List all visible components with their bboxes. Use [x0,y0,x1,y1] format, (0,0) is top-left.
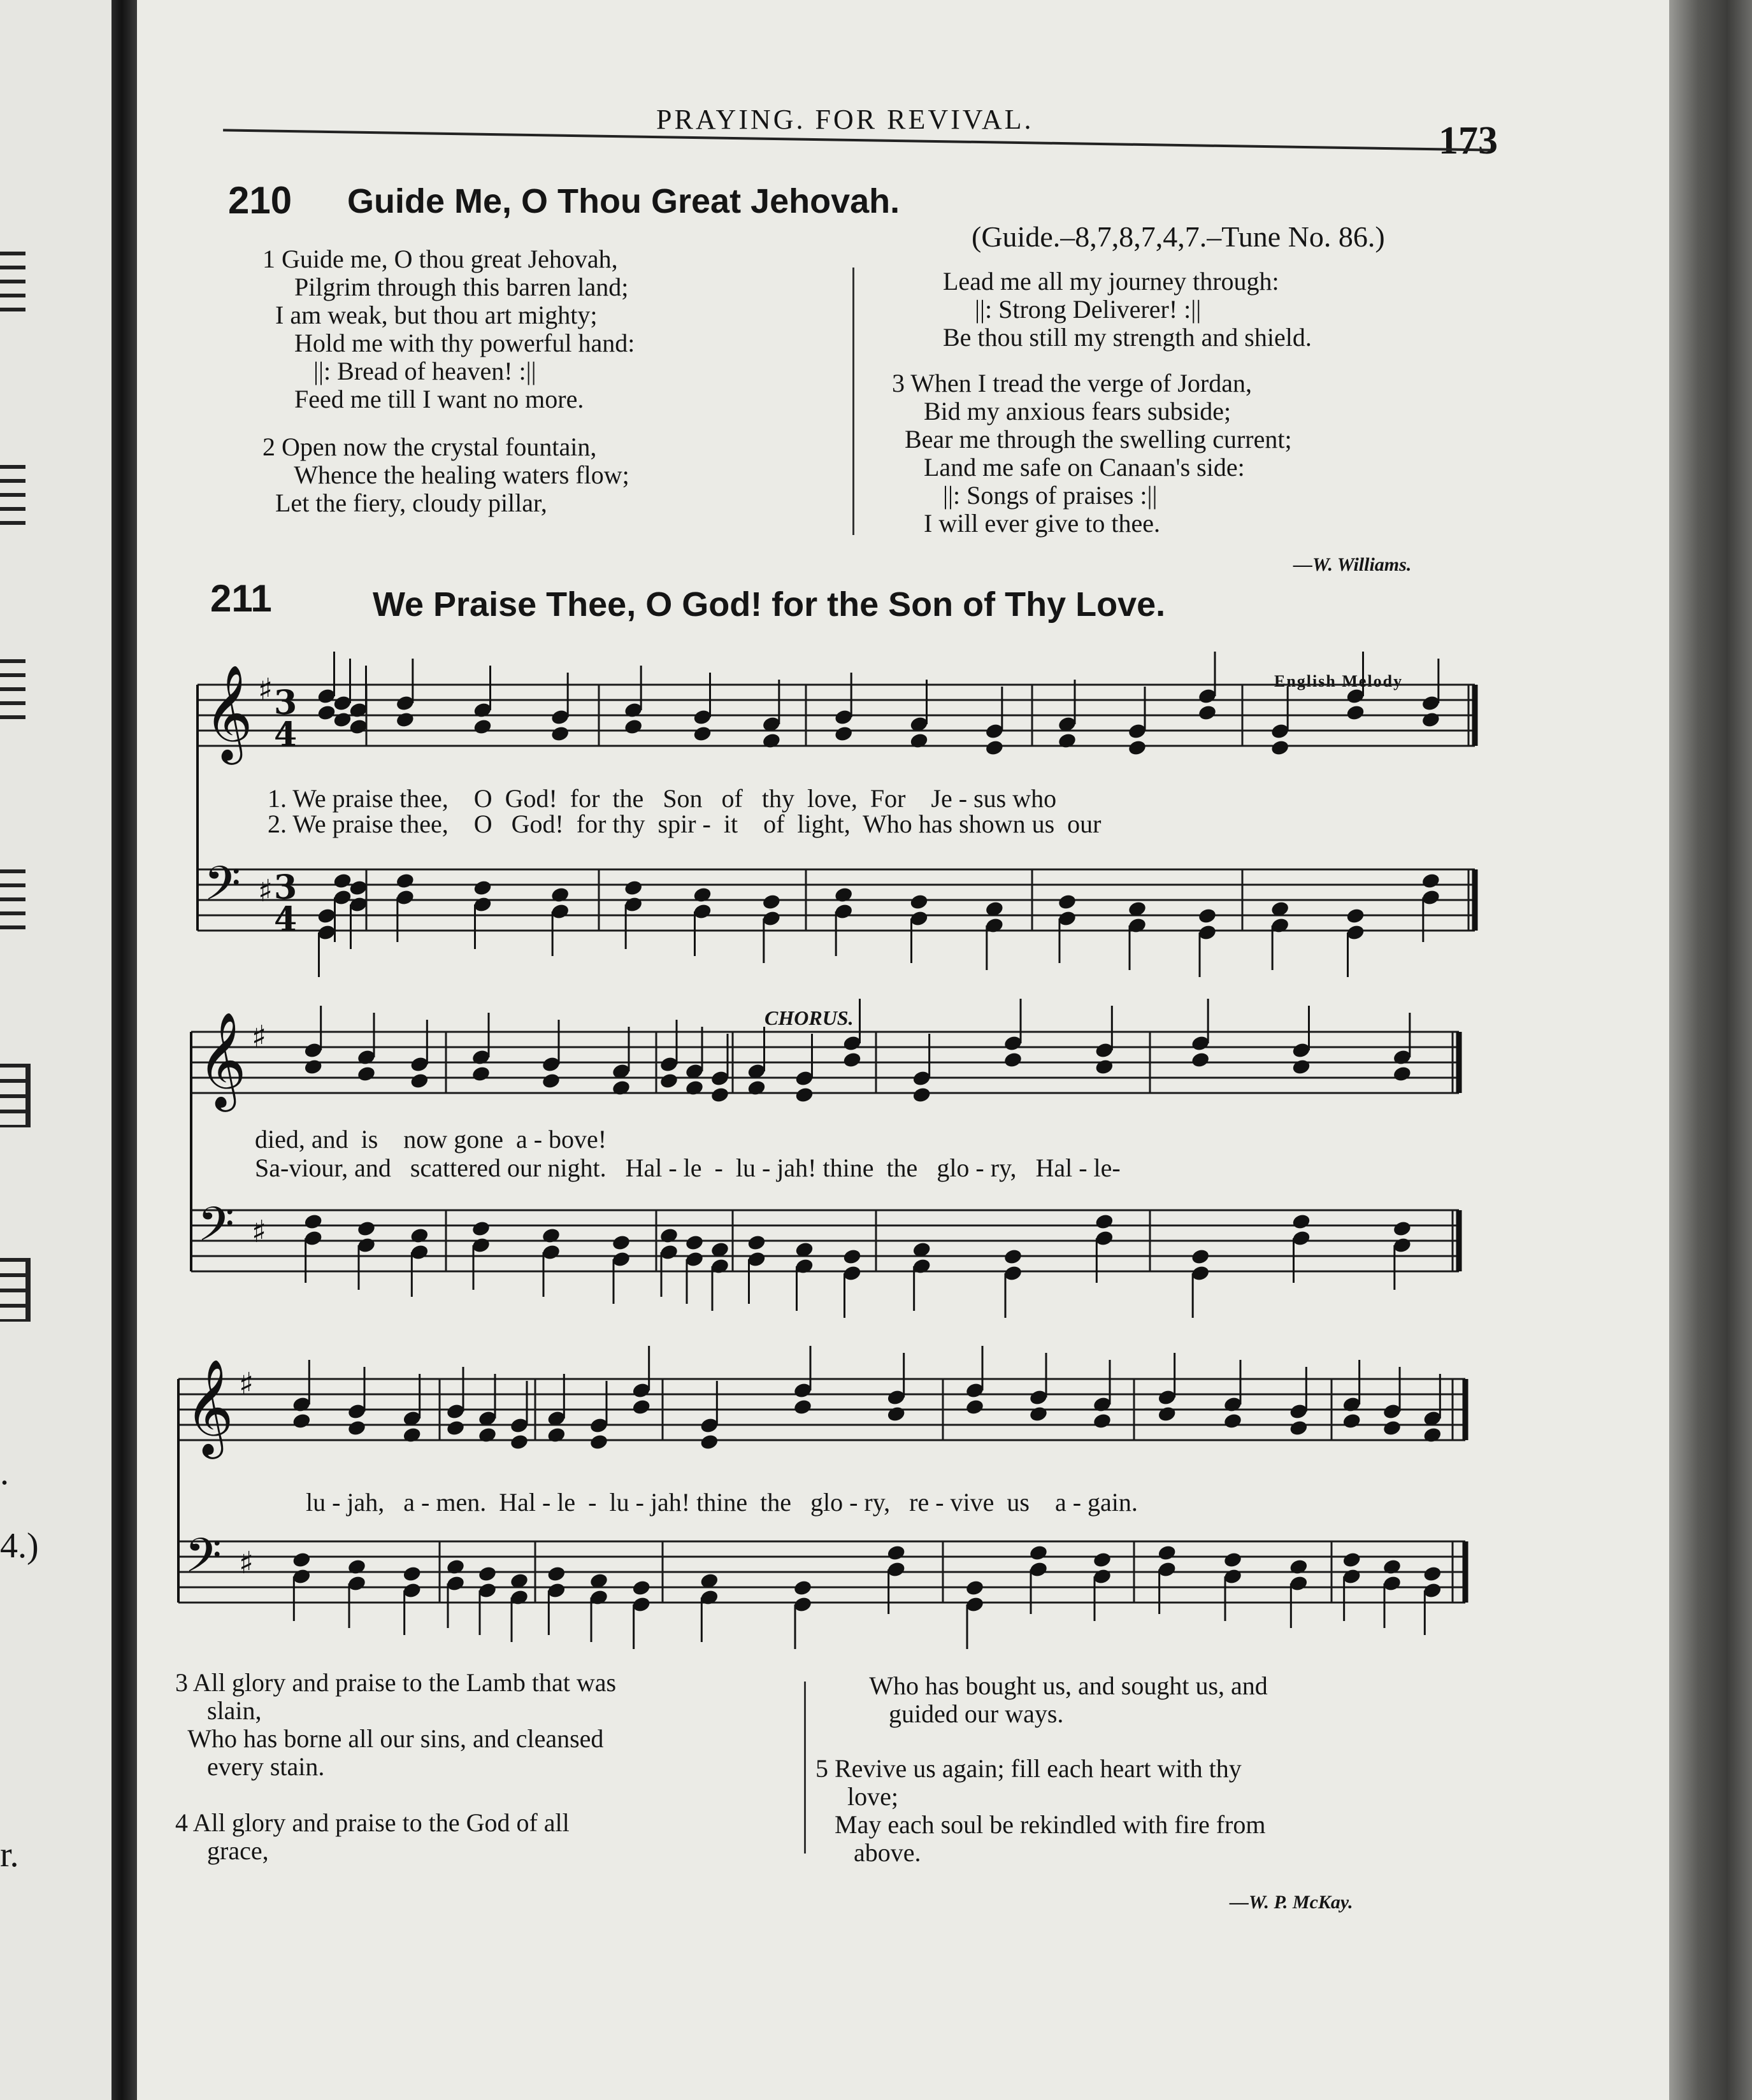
note-head [1392,1065,1412,1083]
note-head [473,718,492,736]
lyric-line: lu - jah, a - men. Hal - le - lu - jah! thine the glo - ry, re - vive us a - gain. [306,1488,1138,1517]
note-head [624,718,643,736]
note-head [1270,739,1290,757]
note-head [761,893,781,911]
time-signature: 4 [274,900,298,939]
note-head [347,1419,366,1437]
note-head [1003,1248,1023,1266]
note-head [1392,1220,1412,1238]
note-head [1346,704,1365,722]
note-head [1382,1419,1402,1437]
note-head [1095,1213,1114,1231]
hymn-211-stanza-5: 5 Revive us again; fill each heart with thy love; May each soul be rekindled with fire from above. [815,1754,1266,1867]
note-head [710,1086,729,1104]
note-head [1342,1551,1361,1569]
bass-clef: 𝄢 [204,856,241,923]
note-head [445,1558,465,1576]
note-head [1057,732,1077,750]
note-head [473,879,492,897]
note-head [292,1412,312,1430]
note-head [303,1213,323,1231]
note-head [509,1433,529,1451]
note-head [794,1086,814,1104]
note-head [333,711,352,729]
note-head [1342,1412,1361,1430]
note-head [402,1426,422,1444]
note-head [1291,1058,1311,1076]
note-head [1028,1405,1048,1423]
column-divider [804,1682,806,1854]
note-head [477,1565,497,1583]
note-head [348,879,368,897]
note-head [395,872,415,890]
hymn-210-author: —W. Williams. [1293,554,1412,575]
note-head [547,1565,566,1583]
note-head [693,886,712,904]
note-head [410,1072,429,1090]
note-head [1092,1412,1112,1430]
note-head [1346,907,1365,925]
lyric-line: 1. We praise thee, O God! for the Son of thy love, For Je - sus who [268,784,1057,813]
note-head [909,732,929,750]
hymn-210-stanza-2-cont: Lead me all my journey through: ||: Strong Deliverer! :|| Be thou still my strength and shield. [943,267,1312,352]
note-head [589,1433,608,1451]
note-head [1223,1412,1242,1430]
melody-credit: English Melody [1274,672,1404,690]
note-head [1028,1544,1048,1562]
note-head [410,1227,429,1245]
key-sharp: ♯ [239,1545,254,1581]
bass-clef: 𝄢 [197,1197,234,1264]
note-head [471,1065,491,1083]
note-head [1057,893,1077,911]
note-head [347,1558,366,1576]
treble-clef: 𝄞 [197,1011,247,1108]
lyric-line: Sa-viour, and scattered our night. Hal - le - lu - jah! thine the glo - ry, Hal - le- [255,1154,1121,1182]
note-head [356,1065,376,1083]
note-head [834,886,854,904]
hymn-211-stanza-3: 3 All glory and praise to the Lamb that was slain, Who has borne all our sins, and cleansed every stain. [175,1668,617,1781]
treble-clef: 𝄞 [204,664,253,761]
lyric-line: died, and is now gone a - bove! [255,1125,607,1154]
hymn-211-number: 211 [210,577,272,620]
note-head [912,1086,931,1104]
note-head [333,872,352,890]
note-head [984,739,1004,757]
note-head [747,1234,766,1252]
note-head [1291,1213,1311,1231]
key-sharp: ♯ [239,1366,254,1402]
note-head [348,718,368,736]
note-head [761,732,781,750]
note-head [611,1079,631,1097]
page-number: 173 [1439,119,1498,162]
note-head [659,1227,679,1245]
key-sharp: ♯ [258,672,273,708]
note-head [1191,1248,1210,1266]
note-head [747,1079,766,1097]
note-head [547,1426,566,1444]
note-head [886,1544,906,1562]
note-head [793,1579,812,1597]
note-head [1289,1558,1309,1576]
bass-clef: 𝄢 [185,1528,222,1595]
note-head [834,725,854,743]
note-head [684,1234,704,1252]
note-head [445,1419,465,1437]
note-head [693,725,712,743]
note-head [477,1426,497,1444]
hymn-210-stanza-2: 2 Open now the crystal fountain, Whence the healing waters flow; Let the fiery, cloudy pillar, [262,432,629,517]
hymn-210-tune-note: (Guide.–8,7,8,7,4,7.–Tune No. 86.) [972,220,1385,253]
note-head [965,1579,984,1597]
note-head [631,1398,651,1416]
key-sharp: ♯ [252,1019,267,1055]
note-head [550,725,570,743]
note-head [1157,1544,1177,1562]
note-head [684,1079,704,1097]
lyric-line: 2. We praise thee, O God! for thy spir - it of light, Who has shown us our [268,810,1102,838]
running-head: PRAYING. FOR REVIVAL. [656,104,1034,135]
note-head [1127,739,1147,757]
note-head [471,1220,491,1238]
note-head [1197,907,1217,925]
note-head [700,1433,719,1451]
note-head [1003,1051,1023,1069]
hymn-210-stanza-3: 3 When I tread the verge of Jordan, Bid my anxious fears subside; Bear me through the swelling current; Land me safe on Canaan's side: ||: Songs of praises :|| I will ever give to thee. [892,369,1292,538]
note-head [909,893,929,911]
note-head [631,1579,651,1597]
note-head [886,1405,906,1423]
note-head [317,704,336,722]
left-text-fragment: r. [0,1835,19,1875]
note-head [541,1072,561,1090]
hymn-211-title: We Praise Thee, O God! for the Son of Thy Love. [373,585,1166,624]
note-head [611,1234,631,1252]
hymn-210-number: 210 [228,179,292,222]
note-head [402,1565,422,1583]
note-head [1423,1565,1442,1583]
note-head [1382,1558,1402,1576]
note-head [550,886,570,904]
note-head [395,711,415,729]
note-head [1421,711,1440,729]
note-head [1223,1551,1242,1569]
note-head [1421,872,1440,890]
note-head [1095,1058,1114,1076]
time-signature: 4 [274,715,298,754]
hymn-211-author: —W. P. McKay. [1230,1892,1353,1913]
note-head [541,1227,561,1245]
treble-clef: 𝄞 [185,1358,234,1455]
note-head [1197,704,1217,722]
note-head [1191,1051,1210,1069]
note-head [1289,1419,1309,1437]
note-head [793,1398,812,1416]
left-text-fragment: . [0,1453,9,1492]
note-head [842,1248,862,1266]
note-head [1423,1426,1442,1444]
time-signature: 3 [274,683,298,722]
left-text-fragment: 4.) [0,1526,39,1566]
key-sharp: ♯ [252,1214,267,1250]
chorus-label: CHORUS. [765,1006,854,1029]
key-sharp: ♯ [258,873,273,909]
note-head [965,1398,984,1416]
hymn-210-title: Guide Me, O Thou Great Jehovah. [347,182,900,220]
time-signature: 3 [274,868,298,907]
note-head [842,1051,862,1069]
note-head [303,1058,323,1076]
note-head [356,1220,376,1238]
hymn-211-stanza-4-cont: Who has bought us, and sought us, and guided our ways. [869,1671,1268,1728]
hymn-211-stanza-4: 4 All glory and praise to the God of all grace, [175,1808,570,1865]
note-head [659,1072,679,1090]
note-head [292,1551,312,1569]
note-head [1092,1551,1112,1569]
note-head [317,907,336,925]
note-head [1157,1405,1177,1423]
note-head [624,879,643,897]
hymn-210-stanza-1: 1 Guide me, O thou great Jehovah, Pilgrim through this barren land; I am weak, but thou art mighty; Hold me with thy powerful hand: ||: Bread of heaven! :|| Feed me till I want no more. [262,245,635,413]
